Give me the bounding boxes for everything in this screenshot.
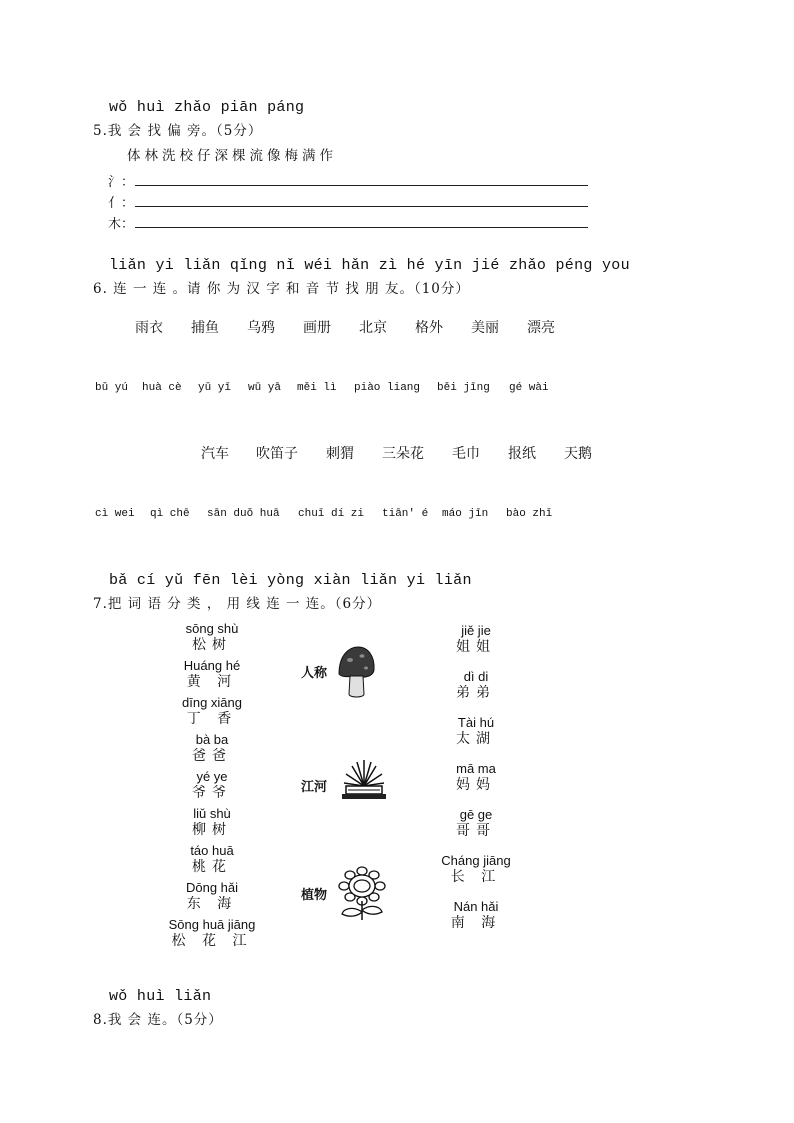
q5-radical-label-wood: 木： [108,217,135,232]
q6-word[interactable]: 捕鱼 [191,320,219,336]
item-pinyin: mā ma [456,761,496,776]
q7-left-item[interactable] [147,917,277,950]
q7-right-item[interactable] [421,807,531,840]
item-word: 黄 河 [186,674,238,690]
q7-right-item[interactable] [421,715,531,748]
q7-left-item[interactable] [157,843,267,876]
q5-answer-line-wood[interactable] [135,227,588,228]
q6-word[interactable]: 格外 [415,320,443,336]
q7-right-item[interactable] [421,761,531,794]
q7-title: 7.把 词 语 分 类 ， 用 线 连 一 连。（6分） [93,596,382,612]
q6-word[interactable]: 三朵花 [382,446,424,462]
item-word: 长 江 [450,869,502,885]
item-word: 松 花 江 [171,933,253,949]
item-word: 爸爸 [192,748,232,764]
q5-pinyin: wǒ huì zhǎo piān páng [109,99,305,116]
q5-answer-line-water[interactable] [135,185,588,186]
q6-pinyin-option[interactable]: chuī dí zi [298,508,365,520]
item-pinyin: gē ge [459,807,493,822]
q6-word[interactable]: 乌鸦 [247,320,275,336]
q7-left-item[interactable] [157,732,267,765]
q6-word[interactable]: 吹笛子 [256,446,298,462]
q7-left-item[interactable] [157,621,267,654]
potted-plant-icon [340,756,388,804]
q5-title: 5.我 会 找 偏 旁。（5分） [93,123,263,139]
q6-pinyin-option[interactable]: sān duǒ huā [207,508,280,520]
q8-pinyin: wǒ huì liǎn [109,988,212,1005]
q7-left-item[interactable] [157,880,267,913]
q6-pinyin-option[interactable]: máo jīn [442,508,489,520]
q6-pinyin-option[interactable]: měi lì [297,382,337,394]
q6-pinyin-option[interactable]: wū yā [248,382,282,394]
q7-right-item[interactable] [421,669,531,702]
q6-pinyin-option[interactable]: bào zhǐ [506,508,553,520]
q5-character-list: 体林洗校仔深棵流像梅满作 [127,148,337,164]
q6-pinyin-option[interactable]: yǔ yī [198,382,232,394]
item-pinyin: Sōng huā jiāng [168,917,256,932]
item-pinyin: Tài hú [457,715,495,730]
item-pinyin: liǔ shù [193,806,231,821]
q6-word[interactable]: 毛巾 [452,446,480,462]
q7-right-item[interactable] [421,623,531,656]
q7-category-label[interactable]: 江河 [301,780,328,795]
q7-left-item[interactable] [157,658,267,691]
item-word: 松树 [192,637,232,653]
item-pinyin: jiě jie [461,623,491,638]
item-pinyin: Nán hǎi [453,899,499,914]
q6-word[interactable]: 画册 [303,320,331,336]
q5-radical-label-water: 氵： [108,175,135,190]
q6-word[interactable]: 刺猬 [326,446,354,462]
q7-left-item[interactable] [157,769,267,802]
q6-pinyin: liǎn yi liǎn qǐng nǐ wéi hǎn zì hé yīn jié zhǎo péng you [109,257,630,274]
q6-pinyin-option[interactable]: qì chē [150,508,190,520]
q7-left-item[interactable] [157,695,267,728]
q6-word[interactable]: 天鹅 [564,446,592,462]
q6-pinyin-option[interactable]: huà cè [142,382,182,394]
item-pinyin: Dōng hǎi [185,880,239,895]
item-pinyin: Cháng jiāng [441,853,511,868]
item-pinyin: bà ba [195,732,229,747]
q6-word[interactable]: 雨衣 [135,320,163,336]
item-pinyin: sōng shù [185,621,239,636]
q7-right-item[interactable] [421,899,531,932]
q6-title: 6. 连 一 连 。请 你 为 汉 字 和 音 节 找 朋 友。（10分） [93,281,470,297]
item-word: 柳树 [192,822,232,838]
item-word: 丁 香 [186,711,238,727]
q7-category-label[interactable]: 植物 [301,888,328,903]
q6-pinyin-option[interactable]: gé wài [509,382,549,394]
q5-radical-label-person: 亻： [108,196,135,211]
item-pinyin: dì di [463,669,489,684]
item-word: 东 海 [186,896,238,912]
item-word: 弟弟 [456,685,496,701]
item-word: 太湖 [456,731,496,747]
q5-answer-line-person[interactable] [135,206,588,207]
item-word: 爷爷 [192,785,232,801]
q6-pinyin-option[interactable]: bǔ yú [95,382,129,394]
q6-word[interactable]: 报纸 [508,446,536,462]
q6-pinyin-option[interactable]: běi jīng [437,382,490,394]
item-word: 姐姐 [456,639,496,655]
item-pinyin: yé ye [196,769,228,784]
q7-left-item[interactable] [157,806,267,839]
q6-pinyin-option[interactable]: piào liang [354,382,421,394]
q6-word[interactable]: 漂亮 [527,320,555,336]
item-word: 南 海 [450,915,502,931]
q6-word[interactable]: 美丽 [471,320,499,336]
mushroom-icon [336,644,376,700]
item-word: 桃花 [192,859,232,875]
item-word: 妈妈 [456,777,496,793]
q7-category-label[interactable]: 人称 [301,666,328,681]
q7-pinyin: bǎ cí yǔ fēn lèi yòng xiàn liǎn yi liǎn [109,572,472,589]
item-pinyin: Huáng hé [183,658,241,673]
item-word: 哥哥 [456,823,496,839]
item-pinyin: dīng xiāng [182,695,242,710]
q8-title: 8.我 会 连。（5分） [93,1012,223,1028]
q6-word[interactable]: 北京 [359,320,387,336]
item-pinyin: táo huā [190,843,234,858]
q6-pinyin-option[interactable]: tiān' é [382,508,429,520]
q6-pinyin-option[interactable]: cì wei [95,508,135,520]
sunflower-icon [336,866,388,922]
q6-word[interactable]: 汽车 [201,446,229,462]
q7-right-item[interactable] [421,853,531,886]
